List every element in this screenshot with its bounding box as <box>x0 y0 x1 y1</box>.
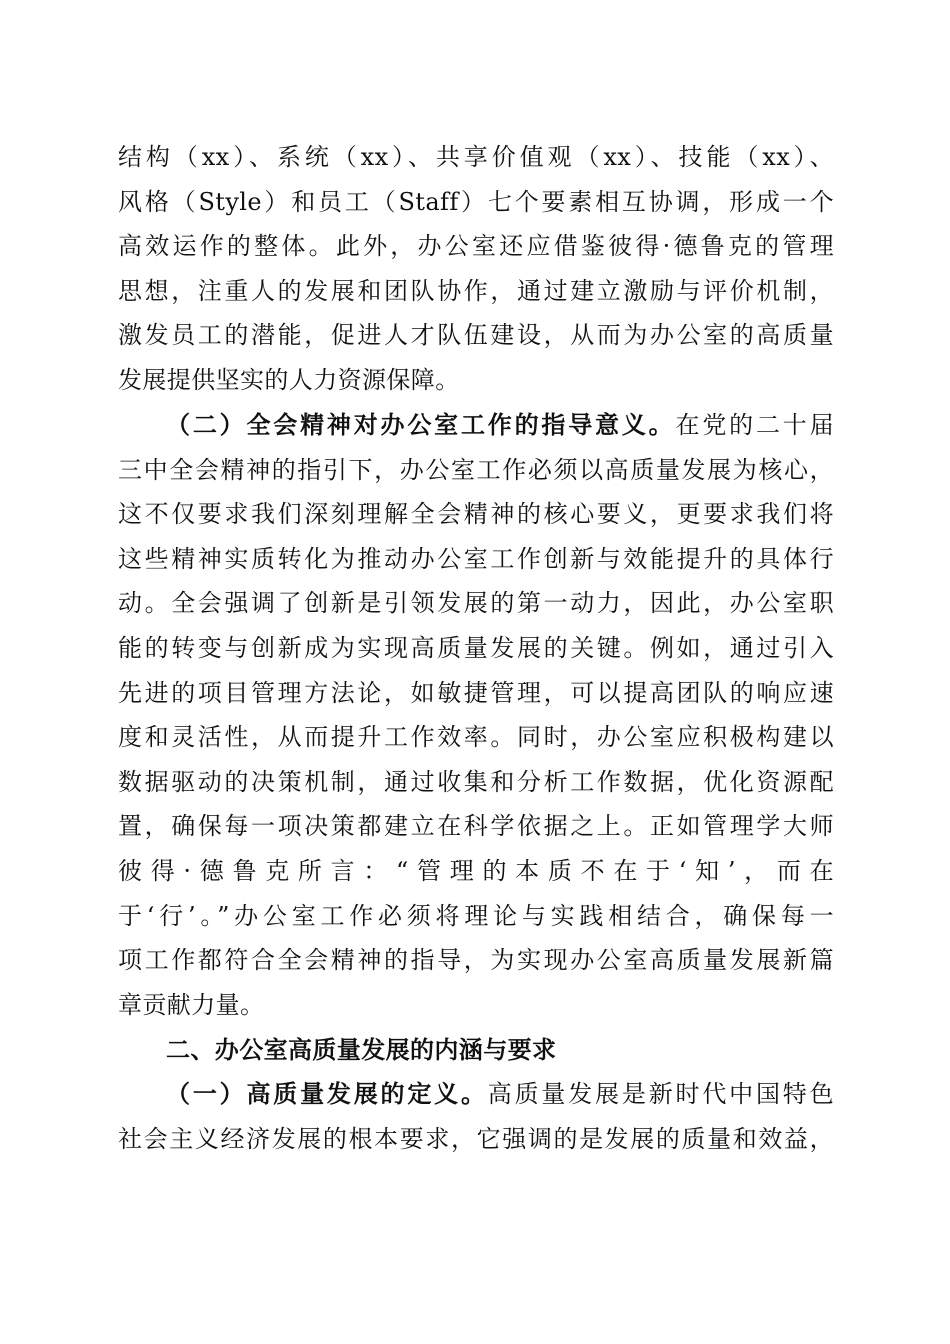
text-line: 激发员工的潜能，促进人才队伍建设，从而为办公室的高质量 <box>118 321 834 350</box>
subheading-definition: （一）高质量发展的定义。 <box>166 1079 488 1108</box>
text-line: 能的转变与创新成为实现高质量发展的关键。例如，通过引入 <box>118 633 834 662</box>
text-line <box>118 1072 834 1117</box>
text-line: 这不仅要求我们深刻理解全会精神的核心要义，更要求我们将 <box>118 500 834 529</box>
text-line: 动。全会强调了创新是引领发展的第一动力，因此，办公室职 <box>118 589 834 618</box>
text-line: 风格（Style）和员工（Staff）七个要素相互协调，形成一个 <box>118 187 834 216</box>
text-line: 度和灵活性，从而提升工作效率。同时，办公室应积极构建以 <box>118 723 834 752</box>
text-line: 三中全会精神的指引下，办公室工作必须以高质量发展为核心， <box>118 455 834 484</box>
text-line: 高效运作的整体。此外，办公室还应借鉴彼得·德鲁克的管理 <box>118 232 834 261</box>
subheading-plenary-guidance: （二）全会精神对办公室工作的指导意义。 <box>166 410 676 439</box>
text-line: 置，确保每一项决策都建立在科学依据之上。正如管理学大师 <box>118 812 834 841</box>
paragraph-plenary-guidance <box>118 403 834 1027</box>
text-line: 结构（xx）、系统（xx）、共享价值观（xx）、技能（xx）、 <box>118 143 834 171</box>
text-line: 于‘行’。”办公室工作必须将理论与实践相结合，确保每一 <box>118 901 834 930</box>
text-run: 在党的二十届 <box>675 411 834 439</box>
text-line <box>118 403 834 448</box>
text-line: 先进的项目管理方法论，如敏捷管理，可以提高团队的响应速 <box>118 678 834 707</box>
section-heading-text: 二、办公室高质量发展的内涵与要求 <box>166 1036 557 1064</box>
text-run: 高质量发展是新时代中国特色 <box>487 1080 834 1108</box>
text-line: 社会主义经济发展的根本要求，它强调的是发展的质量和效益， <box>118 1124 834 1153</box>
paragraph-definition <box>118 1072 834 1161</box>
text-line: 数据驱动的决策机制，通过收集和分析工作数据，优化资源配 <box>118 767 834 796</box>
text-line: 发展提供坚实的人力资源保障。 <box>118 365 460 394</box>
text-line: 彼得·德鲁克所言：“管理的本质不在于‘知’，而在 <box>118 856 834 885</box>
paragraph-talent-management <box>118 135 834 403</box>
text-line: 章贡献力量。 <box>118 990 265 1019</box>
section-heading-2 <box>118 1028 834 1073</box>
text-line: 这些精神实质转化为推动办公室工作创新与效能提升的具体行 <box>118 544 834 573</box>
text-line: 项工作都符合全会精神的指导，为实现办公室高质量发展新篇 <box>118 946 834 975</box>
text-line: 思想，注重人的发展和团队协作，通过建立激励与评价机制， <box>118 276 834 305</box>
